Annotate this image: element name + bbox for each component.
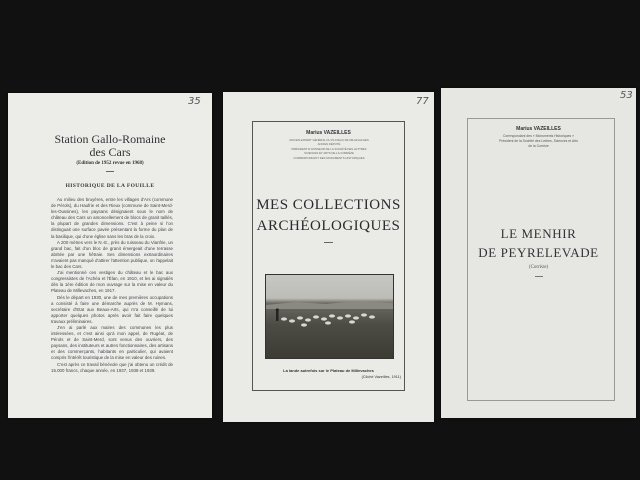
divider <box>106 171 114 172</box>
author-name: Marius VAZEILLES <box>306 130 351 136</box>
author-name: Marius VAZEILLES <box>516 126 561 132</box>
author-roles <box>486 134 591 148</box>
author-roles <box>283 138 375 160</box>
paragraph: C'est après ce travail bénévole que j'ai obtenu un crédit de 15.000 francs, chaque année, en 1937, 1938 et 1939. <box>51 361 173 373</box>
title-line-1: MES COLLECTIONS <box>256 197 401 213</box>
role-line: ANCIEN DÉPUTÉ <box>317 142 341 147</box>
body-text <box>51 197 173 374</box>
booklet-le-menhir <box>441 88 636 418</box>
title-line-1: Station Gallo-Romaine <box>54 132 166 146</box>
role-line: de la Corrèze <box>528 143 549 148</box>
booklet-mes-collections <box>223 92 434 422</box>
role-line: ANCIEN EXPERT GÉNÉRAL DU PLATEAU DE MILLEVACHES <box>289 138 369 142</box>
title-line-2: DE PEYRELEVADE <box>478 245 599 260</box>
role-line: CORRESPONDANT DES MONUMENTS HISTORIQUES <box>293 155 365 160</box>
photo-credit: (Cliché Vazeilles, 1911) <box>361 375 401 379</box>
page-number: 53 <box>620 90 633 101</box>
paragraph: A 200 mètres vers le N.-E., près du ruisseau du Vianfrie, un grand bac, fait d'un bloc de granit émergeait d'une terrasse abritée par une hêtraie. Ses dimensions extraordinaires n'avaient pas manqué d'attirer l'attention publique, on l'appelait le bac des Cars. <box>51 239 173 270</box>
role-line: Correspondant des « Monuments Historiques » <box>502 134 575 138</box>
paragraph: J'en ai parlé aux maires des communes les plus intéressées, et c'est ainsi qu'à mon appel, de Rugéat, de Pérols et de Saint-Merd, sont venus des ouvriers, des paysans, des instituteurs et autres fonctionnaires, des artisans et des commerçants, habitants en particulier, qui avaient compris l'intérêt touristique de la mise en valeur des ruines. <box>51 324 173 361</box>
photo-caption: La lande autrefois sur le Plateau de Millevaches <box>283 368 374 373</box>
sheep-on-moor-image <box>266 275 394 359</box>
divider <box>535 276 543 277</box>
divider <box>324 242 333 243</box>
section-heading: HISTORIQUE DE LA FOUILLE <box>65 183 155 189</box>
edition-note: (Edition de 1952 revue en 1968) <box>76 161 144 166</box>
place-name: (Corrèze) <box>528 265 549 270</box>
title-line-2: des Cars <box>89 145 131 159</box>
title-line-2: ARCHÉOLOGIQUES <box>256 218 401 234</box>
role-line: SCIENCES ET ARTS DE LA CORRÈZE <box>304 151 354 156</box>
role-line: PRÉSIDENT D'HONNEUR DE LA SOCIÉTÉ DES LETTRES <box>291 146 367 151</box>
paragraph: Dès le départ en 1930, une de mes premières occupations a consisté à faire une démarche auprès de M. Hymans, secrétaire d'Etat aux Beaux-Arts, qui m'a conseillé de lui apporter quelques photos après avoir fait faire quelques travaux préliminaires. <box>51 294 173 324</box>
landscape-photograph <box>265 274 394 359</box>
paragraph: J'ai mentionné ces vestiges du château et le bac aux congressistes de l'Achéa et l'Élan, en 1910, et les ai signalés dès la 1ère édition de mon ouvrage sur la mise en valeur du Plateau de Millevaches, en 1917. <box>51 270 173 294</box>
page-number: 35 <box>188 96 201 107</box>
role-line: Président de la Société des Lettres, Sciences et Arts <box>499 138 578 143</box>
paragraph: Au milieu des bruyères, entre les villages d'Ars (commune de Pérols), du Haufrie et des Rieux (commune de Saint-Merd-les-Oussines), les paysans désignaient sous le nom de château des Cars un amoncellement de blocs de granit taillés, la plupart de grandes dimensions. C'est à peine si l'on distinguait une surface pavée présentant la forme du plan de la basilique, qui d'une église sans les bras de la croix. <box>51 197 173 239</box>
page-number: 77 <box>416 96 429 107</box>
booklet-station-gallo-romaine <box>8 93 212 418</box>
title-line-1: LE MENHIR <box>500 226 577 241</box>
